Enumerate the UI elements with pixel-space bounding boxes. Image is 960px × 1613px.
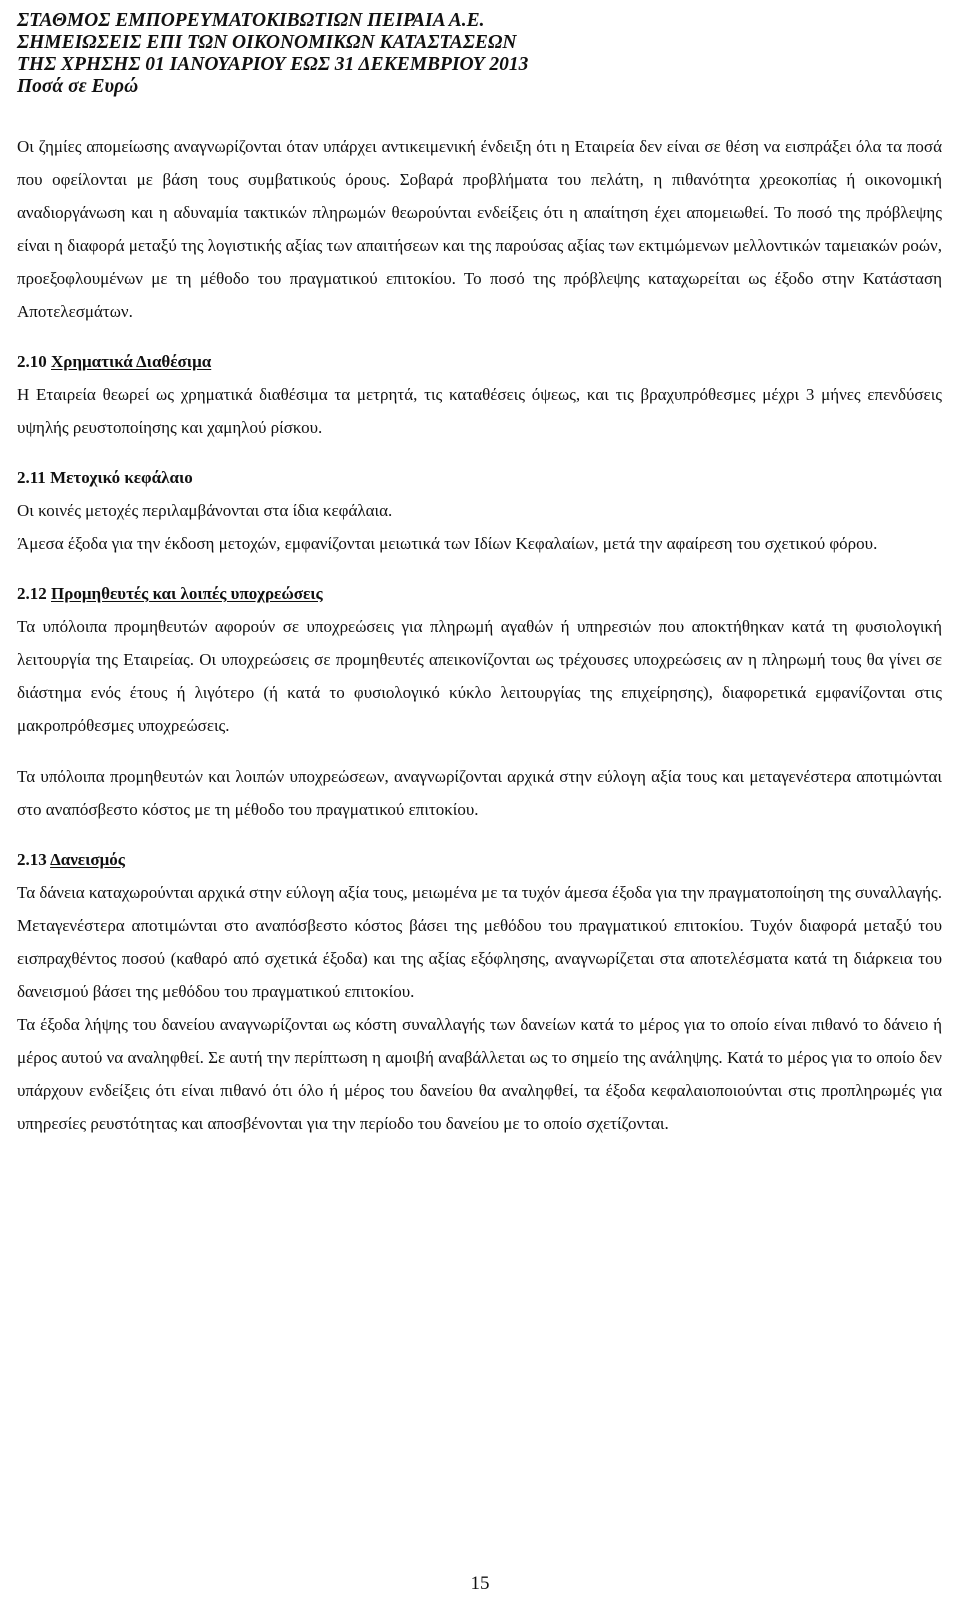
section-heading [17, 578, 942, 610]
section-2-10 [17, 346, 942, 444]
impairment-paragraph: Οι ζημίες απομείωσης αναγνωρίζονται όταν υπάρχει αντικειμενική ένδειξη ότι η Εταιρεία δεν είναι σε θέση να εισπράξει όλα τα ποσά που οφείλονται με βάση τους συμβατικούς όρους. Σοβαρά προβλήματα του πελάτη, η πιθανότητα χρεοκοπίας ή οικονομική αναδιοργάνωση και η αδυναμία τακτικών πληρωμών θεωρούνται ενδείξεις ότι η απαίτηση έχει απομειωθεί. Το ποσό της πρόβλεψης είναι η διαφορά μεταξύ της λογιστικής αξίας των απαιτήσεων και της παρούσας αξίας των εκτιμώμενων μελλοντικών ταμειακών ροών, προεξοφλουμένων με τη μέθοδο του πραγματικού επιτοκίου. Το ποσό της πρόβλεψης καταχωρείται ως έξοδο στην Κατάσταση Αποτελεσμάτων. [17, 137, 942, 321]
currency-note: Ποσά σε Ευρώ [17, 76, 139, 97]
section-number: 2.13 [17, 850, 47, 869]
section-number: 2.10 [17, 352, 47, 371]
section-2-13 [17, 844, 942, 1140]
section-2-12 [17, 578, 942, 826]
section-paragraph: Τα έξοδα λήψης του δανείου αναγνωρίζονται ως κόστη συναλλαγής των δανείων κατά το μέρος για το οποίο είναι πιθανό το δάνειο ή μέρος αυτού να αναληφθεί. Σε αυτή την περίπτωση η αμοιβή αναβάλλεται ως το σημείο της ανάληψης. Κατά το μέρος για το οποίο δεν υπάρχουν ενδείξεις ότι είναι πιθανό ότι όλο ή μέρος του δανείου θα αναληφθεί, τα έξοδα κεφαλαιοποιούνται στις προπληρωμές για υπηρεσίες ρευστότητας και αποσβένονται για την περίοδο του δανείου με το οποίο σχετίζονται. [17, 1015, 942, 1133]
section-2-11 [17, 462, 942, 560]
section-paragraph: Άμεσα έξοδα για την έκδοση μετοχών, εμφανίζονται μειωτικά των Ιδίων Κεφαλαίων, μετά την αφαίρεση του σχετικού φόρου. [17, 534, 878, 553]
section-title: Χρηματικά Διαθέσιμα [51, 352, 212, 371]
page-number: 15 [470, 1573, 490, 1594]
section-title: Προμηθευτές και λοιπές υποχρεώσεις [51, 584, 323, 603]
fiscal-period: ΤΗΣ ΧΡΗΣΗΣ 01 ΙΑΝΟΥΑΡΙΟΥ ΕΩΣ 31 ΔΕΚΕΜΒΡΙΟΥ 2013 [17, 54, 529, 75]
section-title: Μετοχικό κεφάλαιο [50, 468, 193, 487]
section-heading [17, 844, 942, 876]
section-heading [17, 462, 942, 494]
section-heading [17, 346, 942, 378]
section-paragraph: Τα υπόλοιπα προμηθευτών αφορούν σε υποχρεώσεις για πληρωμή αγαθών ή υπηρεσιών που αποκτήθηκαν κατά τη φυσιολογική λειτουργία της Εταιρείας. Οι υποχρεώσεις σε προμηθευτές απεικονίζονται ως τρέχουσες υποχρεώσεις αν η πληρωμή τους θα γίνει σε διάστημα ενός έτους ή λιγότερο (ή κατά το φυσιολογικό κύκλο λειτουργίας της επιχείρησης), διαφορετικά εμφανίζονται στις μακροπρόθεσμες υποχρεώσεις. [17, 617, 942, 735]
section-paragraph: Τα υπόλοιπα προμηθευτών και λοιπών υποχρεώσεων, αναγνωρίζονται αρχικά στην εύλογη αξία τους και μεταγενέστερα αποτιμώνται στο αναπόσβεστο κόστος με τη μέθοδο του πραγματικού επιτοκίου. [17, 767, 942, 819]
section-title: Δανεισμός [50, 850, 125, 869]
section-paragraph: Τα δάνεια καταχωρούνται αρχικά στην εύλογη αξία τους, μειωμένα με τα τυχόν άμεσα έξοδα για την πραγματοποίηση της συναλλαγής. Μεταγενέστερα αποτιμώνται στο αναπόσβεστο κόστος βάσει της μεθόδου του πραγματικού επιτοκίου. Τυχόν διαφορά μεταξύ του εισπραχθέντος ποσού (καθαρό από σχετικά έξοδα) και της αξίας εξόφλησης, αναγνωρίζεται στα αποτελέσματα κατά τη διάρκεια του δανεισμού βάσει της μεθόδου του πραγματικού επιτοκίου. [17, 883, 942, 1001]
notes-title: ΣΗΜΕΙΩΣΕΙΣ ΕΠΙ ΤΩΝ ΟΙΚΟΝΟΜΙΚΩΝ ΚΑΤΑΣΤΑΣΕΩΝ [17, 32, 517, 53]
section-paragraph: Οι κοινές μετοχές περιλαμβάνονται στα ίδια κεφάλαια. [17, 501, 393, 520]
company-name: ΣΤΑΘΜΟΣ ΕΜΠΟΡΕΥΜΑΤΟΚΙΒΩΤΙΩΝ ΠΕΙΡΑΙΑ Α.Ε. [17, 10, 485, 31]
section-number: 2.11 [17, 468, 46, 487]
section-paragraph: Η Εταιρεία θεωρεί ως χρηματικά διαθέσιμα τα μετρητά, τις καταθέσεις όψεως, και τις βραχυπρόθεσμες μέχρι 3 μήνες επενδύσεις υψηλής ρευστοποίησης και χαμηλού ρίσκου. [17, 385, 942, 437]
document-header [17, 10, 942, 98]
section-number: 2.12 [17, 584, 47, 603]
